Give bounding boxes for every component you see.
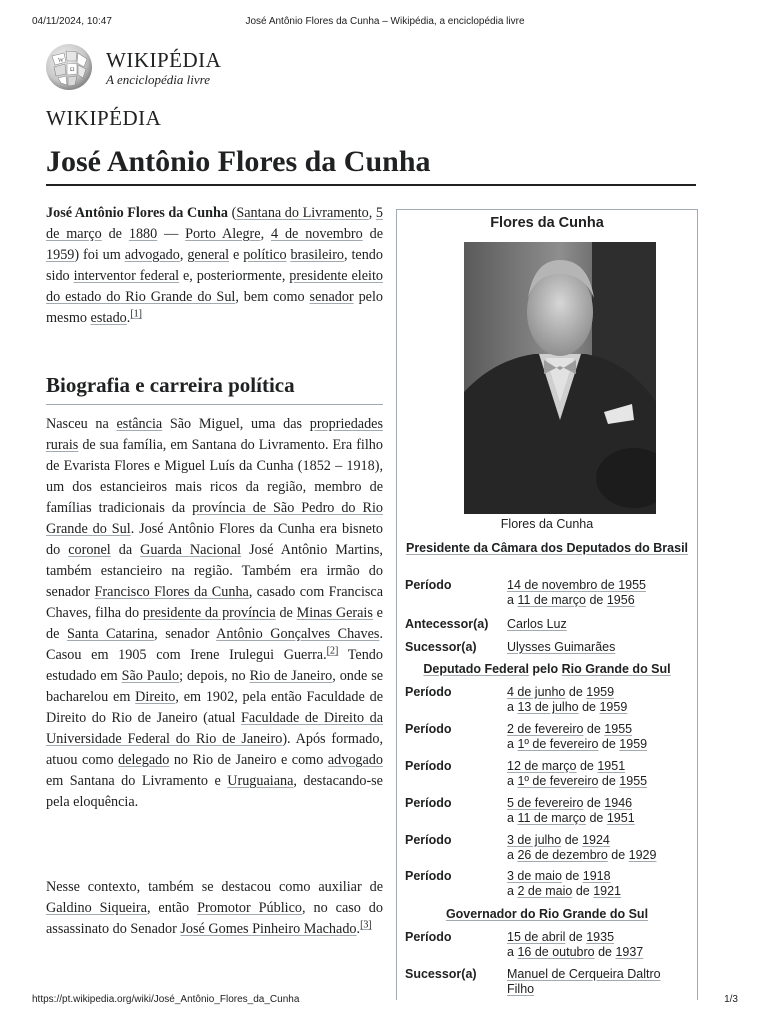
link-estancia[interactable]: estância xyxy=(116,416,163,432)
text: , xyxy=(368,205,376,221)
link-year[interactable]: 1959 xyxy=(586,685,615,699)
link-date[interactable]: 1º de fevereiro xyxy=(517,737,599,751)
link-year[interactable]: 1955 xyxy=(604,722,633,736)
link-senador[interactable]: senador xyxy=(309,289,354,305)
infobox-section-governador xyxy=(405,907,689,922)
link-propriedades-rurais[interactable]: propriedades rurais xyxy=(46,416,383,453)
text: Nasceu na xyxy=(46,416,117,432)
link-date[interactable]: 16 de outubro xyxy=(517,945,595,959)
row-label: Período xyxy=(405,578,452,592)
text: a xyxy=(507,945,518,959)
text: no Rio de Janeiro e como xyxy=(169,752,328,768)
text: . xyxy=(126,310,131,326)
text: de xyxy=(561,869,583,883)
text: de xyxy=(607,848,629,862)
text: a xyxy=(507,593,518,607)
text: de xyxy=(586,811,607,825)
wordmark-small: WIKIPÉDIA xyxy=(46,106,162,130)
row-value xyxy=(507,759,647,789)
text: , xyxy=(260,226,271,242)
text: da xyxy=(110,542,141,558)
link-provincia-sao-pedro[interactable]: província de São Pedro do Rio Grande do Sul xyxy=(46,500,383,537)
svg-text:Ω: Ω xyxy=(70,67,75,73)
wikipedia-logo[interactable] xyxy=(44,42,304,92)
text: de sua família, em Santana do Livramento. Era filho de Evarista Flores e Miguel Luís da Cunha (1852 – 1918), um dos estancieiros mais ricos da região, membro de famílias tradicionais da xyxy=(46,437,383,516)
text: , senador xyxy=(154,626,217,642)
link-year[interactable]: 1959 xyxy=(619,737,648,751)
text: de xyxy=(565,930,587,944)
link-date[interactable]: 15 de abril xyxy=(507,930,566,944)
text: a xyxy=(507,737,518,751)
link-santa-catarina[interactable]: Santa Catarina xyxy=(66,626,155,642)
link-date[interactable]: 11 de março xyxy=(517,593,586,607)
link-pinheiro-machado[interactable]: José Gomes Pinheiro Machado xyxy=(180,921,357,937)
text: de xyxy=(578,700,600,714)
article-subject: José Antônio Flores da Cunha xyxy=(46,205,228,221)
context-paragraph xyxy=(46,877,383,940)
link-presidente-camara[interactable]: Presidente da Câmara dos Deputados do Brasil xyxy=(405,541,689,555)
row-label: Período xyxy=(405,796,452,810)
text: de xyxy=(583,722,605,736)
text: . José Antônio Flores da Cunha era bisneto do xyxy=(46,521,383,558)
link-year[interactable]: 1918 xyxy=(582,869,611,883)
row-value xyxy=(507,833,656,863)
logo-tagline: A enciclopédia livre xyxy=(106,72,210,87)
link-francisco-flores-da-cunha[interactable]: Francisco Flores da Cunha xyxy=(94,584,249,600)
text: de xyxy=(561,833,583,847)
row-value xyxy=(507,722,647,752)
link-rio-grande-do-sul[interactable]: Rio Grande do Sul xyxy=(561,662,671,676)
row-value xyxy=(507,578,646,608)
link-date[interactable]: 4 de junho xyxy=(507,685,566,699)
link-general[interactable]: general xyxy=(187,247,230,263)
text: Tendo estudado em xyxy=(46,647,383,684)
link-santana-do-livramento[interactable]: Santana do Livramento xyxy=(236,205,369,221)
link-politico[interactable]: político xyxy=(243,247,287,263)
link-year[interactable]: 1946 xyxy=(604,796,633,810)
link-date[interactable]: 14 de novembro de 1955 xyxy=(507,578,646,592)
link-rio-de-janeiro[interactable]: Rio de Janeiro xyxy=(249,668,333,684)
text: ) foi um xyxy=(74,247,125,263)
text: de xyxy=(576,759,598,773)
print-footer xyxy=(32,994,738,1008)
link-carlos-luz[interactable]: Carlos Luz xyxy=(507,617,567,631)
row-value xyxy=(507,930,643,960)
text: , tendo sido xyxy=(46,247,383,284)
link-advogado[interactable]: advogado xyxy=(124,247,180,263)
link-year[interactable]: 1956 xyxy=(606,593,635,607)
text: de xyxy=(598,737,620,751)
biography-paragraph xyxy=(46,414,383,813)
link-promotor-publico[interactable]: Promotor Público xyxy=(197,900,303,916)
text: de xyxy=(362,226,384,242)
text: José Antônio Martins, também estancieiro na região. Também era irmão do senador xyxy=(46,542,383,600)
print-header xyxy=(32,16,738,30)
link-delegado[interactable]: delegado xyxy=(118,752,170,768)
link-faculdade-de-direito-ufrj[interactable]: Faculdade de Direito da Universidade Federal do Rio de Janeiro xyxy=(46,710,383,747)
text: , no caso do assassinato do Senador xyxy=(46,900,383,937)
link-date[interactable]: 2 de maio xyxy=(517,884,573,898)
link-year[interactable]: 1955 xyxy=(619,774,648,788)
infobox-section-deputado-federal xyxy=(405,662,689,677)
link-brasileiro[interactable]: brasileiro xyxy=(290,247,345,263)
link-minas-gerais[interactable]: Minas Gerais xyxy=(296,605,373,621)
text: a xyxy=(507,700,518,714)
reference-1[interactable]: [1] xyxy=(130,308,142,320)
print-page-number: 1/3 xyxy=(724,994,738,1005)
text: — xyxy=(157,226,186,242)
link-date[interactable]: 12 de março xyxy=(507,759,577,773)
text: em Santana do Livramento e xyxy=(46,773,228,789)
link-date[interactable]: 3 de julho xyxy=(507,833,562,847)
text: a xyxy=(507,811,518,825)
link-year[interactable]: 1951 xyxy=(597,759,626,773)
intro-paragraph xyxy=(46,203,383,329)
row-value xyxy=(507,869,621,899)
link-deputado-federal[interactable]: Deputado Federal xyxy=(423,662,529,676)
link-date[interactable]: 11 de março xyxy=(517,811,586,825)
svg-text:W: W xyxy=(58,58,64,64)
text: e de xyxy=(46,605,383,642)
reference-2[interactable]: [2] xyxy=(326,645,339,657)
link-galdino-siqueira[interactable]: Galdino Siqueira xyxy=(46,900,147,916)
text: de xyxy=(101,226,129,242)
link-estado[interactable]: estado xyxy=(90,310,127,326)
row-value xyxy=(507,796,635,826)
text: a xyxy=(507,774,518,788)
text: São Miguel, uma das xyxy=(162,416,310,432)
link-governador-rio-grande-do-sul[interactable]: Governador do Rio Grande do Sul xyxy=(445,907,649,921)
link-guarda-nacional[interactable]: Guarda Nacional xyxy=(140,542,242,558)
text: Nesse contexto, também se destacou como auxiliar de xyxy=(46,879,383,895)
portrait-image xyxy=(464,242,656,514)
section-heading-biografia: Biografia e carreira política xyxy=(46,373,295,397)
reference-3[interactable]: [3] xyxy=(360,919,372,931)
infobox-title: Flores da Cunha xyxy=(490,215,604,231)
link-date[interactable]: 5 de fevereiro xyxy=(507,796,584,810)
link-4-de-novembro[interactable]: 4 de novembro xyxy=(271,226,363,242)
row-label: Período xyxy=(405,833,452,847)
row-value xyxy=(507,640,615,655)
row-value xyxy=(507,685,627,715)
link-5-de-marco[interactable]: 5 de março xyxy=(46,205,383,242)
text: , casado com Francisca Chaves, filha do xyxy=(46,584,384,621)
row-label: Período xyxy=(405,722,452,736)
row-label: Período xyxy=(405,759,452,773)
link-presidente-rio-grande-do-sul[interactable]: presidente eleito do estado do Rio Grande do Sul xyxy=(46,268,383,305)
link-antonio-goncalves-chaves[interactable]: Antônio Gonçalves Chaves xyxy=(216,626,380,642)
title-divider xyxy=(46,184,696,186)
print-page-title: José Antônio Flores da Cunha – Wikipédia, a enciclopédia livre xyxy=(245,16,525,27)
wikipedia-globe-icon xyxy=(44,42,94,92)
link-year[interactable]: 1959 xyxy=(599,700,628,714)
link-year[interactable]: 1924 xyxy=(582,833,610,847)
text: . Casou em 1905 com Irene Irulegui Guerra. xyxy=(46,626,383,663)
row-label: Período xyxy=(405,869,452,883)
page-title: José Antônio Flores da Cunha xyxy=(46,145,431,178)
row-value xyxy=(507,967,689,997)
link-daltro-filho[interactable]: Manuel de Cerqueira Daltro Filho xyxy=(507,967,661,996)
link-1880[interactable]: 1880 xyxy=(128,226,158,242)
link-porto-alegre[interactable]: Porto Alegre xyxy=(185,226,261,242)
row-label: Período xyxy=(405,685,452,699)
text: e, posteriormente, xyxy=(179,268,290,284)
link-direito[interactable]: Direito xyxy=(135,689,176,705)
link-year[interactable]: 1921 xyxy=(593,884,622,898)
text: ). Após formado, atuou como xyxy=(46,731,383,768)
text: de xyxy=(598,774,620,788)
text: . xyxy=(356,921,361,937)
text: , onde se bacharelou em xyxy=(46,668,384,705)
print-datetime: 04/11/2024, 10:47 xyxy=(32,16,112,27)
row-label: Período xyxy=(405,930,452,944)
text: , em 1902, pela então Faculdade de Direito do Rio de Janeiro (atual xyxy=(46,689,383,726)
text: , bem como xyxy=(235,289,310,305)
link-date[interactable]: 3 de maio xyxy=(507,869,562,883)
text: , então xyxy=(146,900,198,916)
print-url: https://pt.wikipedia.org/wiki/José_Antônio_Flores_da_Cunha xyxy=(32,994,300,1005)
infobox-section-presidente-camara xyxy=(405,541,689,556)
text: de xyxy=(572,884,594,898)
text: , destacando-se pela eloquência. xyxy=(46,773,383,810)
link-coronel[interactable]: coronel xyxy=(68,542,111,558)
infobox xyxy=(396,209,698,1000)
link-year[interactable]: 1929 xyxy=(628,848,657,862)
link-date[interactable]: 26 de dezembro xyxy=(517,848,608,862)
row-label: Sucessor(a) xyxy=(405,967,477,981)
link-date[interactable]: 1º de fevereiro xyxy=(517,774,599,788)
link-ulysses-guimaraes[interactable]: Ulysses Guimarães xyxy=(507,640,616,654)
text: pelo xyxy=(528,662,562,676)
link-year[interactable]: 1937 xyxy=(615,945,644,959)
link-year[interactable]: 1951 xyxy=(606,811,635,825)
link-interventor-federal[interactable]: interventor federal xyxy=(73,268,180,284)
row-value xyxy=(507,617,567,632)
portrait-caption: Flores da Cunha xyxy=(500,517,594,531)
link-presidente-da-provincia[interactable]: presidente da província xyxy=(142,605,276,621)
link-date[interactable]: 13 de julho xyxy=(517,700,579,714)
text: de xyxy=(583,796,605,810)
text: de xyxy=(586,593,607,607)
text: de xyxy=(275,605,297,621)
text: de xyxy=(565,685,587,699)
link-sao-paulo[interactable]: São Paulo xyxy=(121,668,180,684)
logo-wordmark: WIKIPÉDIA xyxy=(106,48,222,72)
portrait-photo[interactable] xyxy=(464,242,656,514)
text: de xyxy=(594,945,616,959)
link-year[interactable]: 1935 xyxy=(586,930,615,944)
section-divider xyxy=(46,404,383,405)
text: , xyxy=(179,247,188,263)
text: e xyxy=(229,247,244,263)
text: a xyxy=(507,848,518,862)
row-label: Sucessor(a) xyxy=(405,640,477,654)
text: ; depois, no xyxy=(179,668,250,684)
row-label: Antecessor(a) xyxy=(405,617,489,631)
link-uruguaiana[interactable]: Uruguaiana xyxy=(227,773,294,789)
link-1959[interactable]: 1959 xyxy=(46,247,75,263)
text: ( xyxy=(228,205,237,221)
text: a xyxy=(507,884,518,898)
link-advogado-2[interactable]: advogado xyxy=(327,752,383,768)
link-date[interactable]: 2 de fevereiro xyxy=(507,722,584,736)
text: pelo mesmo xyxy=(46,289,383,326)
